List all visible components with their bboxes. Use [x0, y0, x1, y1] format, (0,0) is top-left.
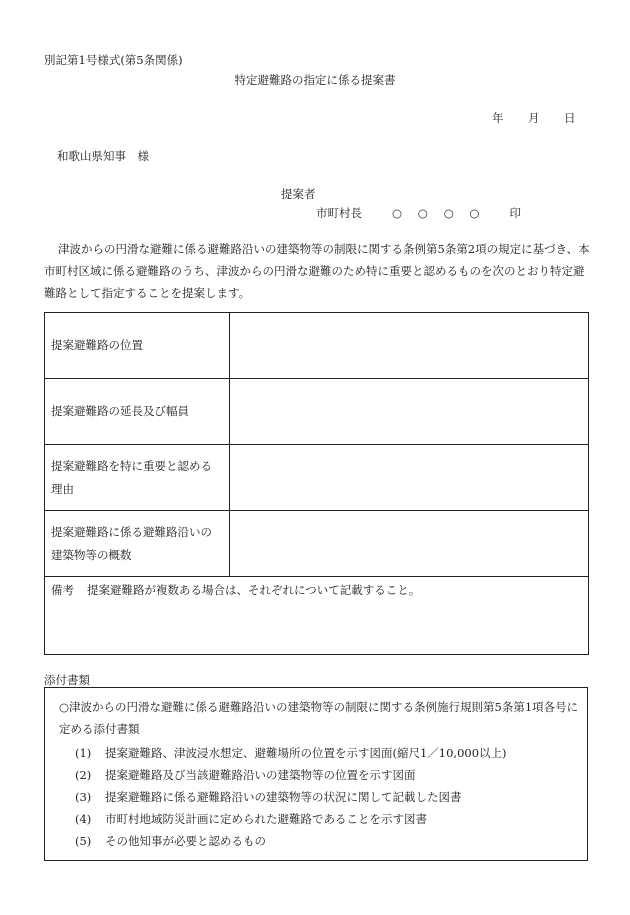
proposal-table	[44, 312, 589, 655]
proposer-label: 提案者	[281, 187, 316, 201]
item-number: (1)	[75, 746, 92, 760]
addressee: 和歌山県知事 様	[57, 149, 149, 163]
name-placeholder-2: ○ ○	[443, 206, 486, 220]
table-row	[45, 313, 589, 379]
remarks-cell	[45, 577, 589, 655]
attachments-box	[44, 687, 588, 861]
table-row	[45, 511, 589, 577]
mayor-line	[316, 205, 521, 221]
date-day-label: 日	[564, 111, 576, 125]
list-item	[75, 786, 507, 808]
item-text: 提案避難路及び当該避難路沿いの建築物等の位置を示す図面	[105, 768, 416, 782]
item-text: 提案避難路、津波浸水想定、避難場所の位置を示す図面(縮尺1／10,000以上)	[105, 746, 507, 760]
remarks-heading: 備考	[51, 583, 74, 597]
row-value-building-count[interactable]	[230, 511, 589, 577]
seal-mark: 印	[509, 206, 521, 220]
name-placeholder-1: ○ ○	[392, 206, 434, 220]
item-text: 提案避難路に係る避難路沿いの建築物等の状況に関して記載した図書	[105, 790, 462, 804]
date-row	[492, 110, 576, 126]
document-title: 特定避難路の指定に係る提案書	[234, 73, 396, 87]
item-number: (5)	[75, 834, 92, 848]
table-row	[45, 445, 589, 511]
remarks-text: 提案避難路が複数ある場合は、それぞれについて記載すること。	[87, 583, 421, 597]
attachments-list	[75, 742, 507, 852]
item-number: (4)	[75, 812, 92, 826]
row-value-length-width[interactable]	[230, 379, 589, 445]
item-text: 市町村地域防災計画に定められた避難路であることを示す図書	[105, 812, 427, 826]
mayor-title: 市町村長	[316, 206, 362, 220]
form-number-label: 別記第1号様式(第5条関係)	[44, 53, 183, 67]
proposal-body-text: 津波からの円滑な避難に係る避難路沿いの建築物等の制限に関する条例第5条第2項の規定に基づき、本市町村区域に係る避難路のうち、津波からの円滑な避難のため特に重要と認めるものを次のとおり特定避難路として指定することを提案します。	[44, 242, 590, 300]
row-value-location[interactable]	[230, 313, 589, 379]
date-month-label: 月	[528, 111, 540, 125]
item-number: (2)	[75, 768, 92, 782]
item-text: その他知事が必要と認めるもの	[105, 834, 266, 848]
list-item	[75, 808, 507, 830]
list-item	[75, 764, 507, 786]
item-number: (3)	[75, 790, 92, 804]
attachments-intro: ○津波からの円滑な避難に係る避難路沿いの建築物等の制限に関する条例施行規則第5条第1項各号に定める添付書類	[59, 700, 579, 736]
row-label-reason: 提案避難路を特に重要と認める理由	[45, 445, 230, 511]
remarks-row	[45, 577, 589, 655]
row-label-location: 提案避難路の位置	[45, 313, 230, 379]
row-value-reason[interactable]	[230, 445, 589, 511]
list-item	[75, 830, 507, 852]
table-row	[45, 379, 589, 445]
attachments-title: 添付書類	[44, 673, 90, 687]
row-label-building-count: 提案避難路に係る避難路沿いの建築物等の概数	[45, 511, 230, 577]
row-label-length-width: 提案避難路の延長及び幅員	[45, 379, 230, 445]
date-year-label: 年	[492, 111, 504, 125]
list-item	[75, 742, 507, 764]
